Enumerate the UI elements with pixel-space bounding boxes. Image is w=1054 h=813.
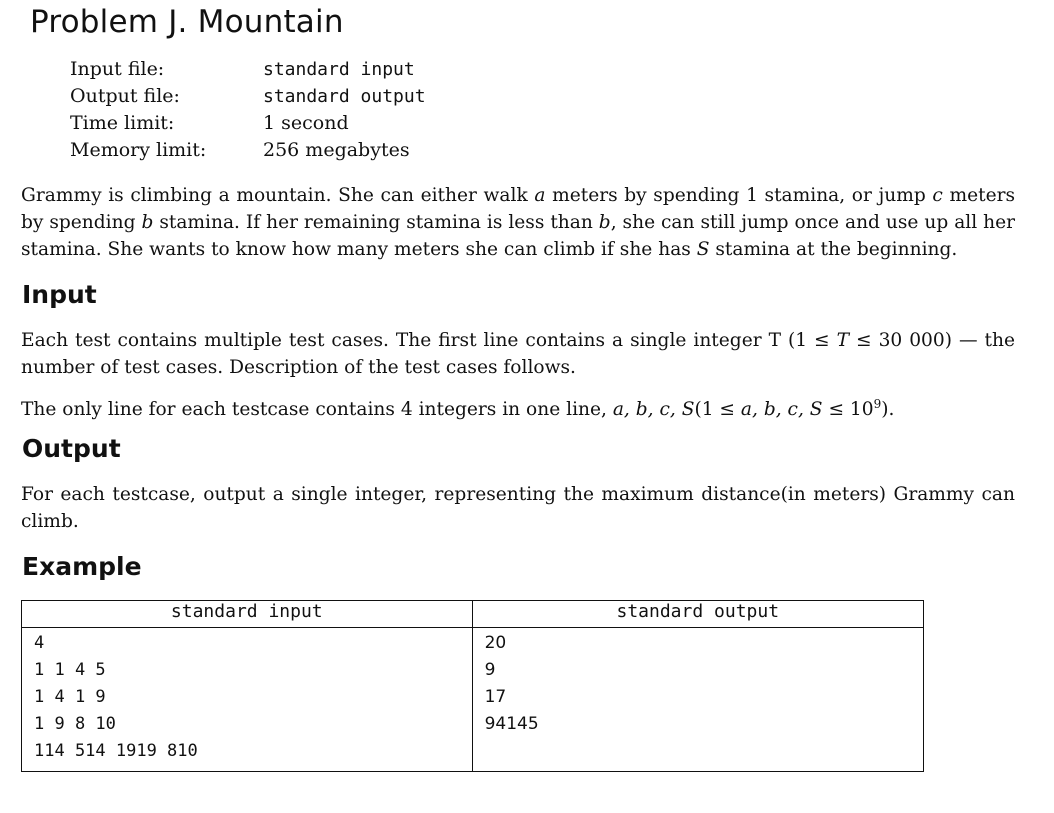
- example-output-cell: [472, 628, 923, 772]
- example-input-line: 1 9 8 10: [34, 714, 116, 734]
- output-heading: Output: [22, 434, 121, 463]
- example-output-line: 20: [484, 633, 507, 653]
- statement-paragraph: Grammy is climbing a mountain. She can either walk a meters by spending 1 stamina, or jump c meters by spending b stamina. If her remaining stamina is less than b, she can still jump once and use up all her stamina. She wants to know how many meters she can climb if she has S stamina at the beginning.: [21, 185, 1016, 260]
- limit-row: [70, 110, 426, 137]
- limit-label: Time limit:: [70, 112, 175, 134]
- example-table: [21, 600, 924, 772]
- input-paragraph-2: The only line for each testcase contains 4 integers in one line, a, b, c, S(1 ≤ a, b, c, $S \le 10^9$).: [21, 397, 895, 421]
- example-output-line: 9: [484, 660, 496, 680]
- limit-value: 256 megabytes: [263, 139, 410, 161]
- limit-row: [70, 83, 426, 110]
- example-input-line: 1 4 1 9: [34, 687, 106, 707]
- example-input-line: 1 1 4 5: [34, 660, 106, 680]
- limit-label: Memory limit:: [70, 139, 207, 161]
- input-paragraph-1: Each test contains multiple test cases. The first line contains a single integer T (1 ≤ T ≤ 30 000) — the number of test cases. Description of the test cases follows.: [21, 330, 1015, 378]
- limit-row: [70, 56, 426, 83]
- example-output-header: standard output: [472, 601, 923, 628]
- example-input-header: standard input: [22, 601, 473, 628]
- limit-value: 1 second: [263, 112, 349, 134]
- output-paragraph: For each testcase, output a single integer, representing the maximum distance(in meters) Grammy can climb.: [21, 484, 1015, 532]
- example-input-cell: [22, 628, 473, 772]
- example-input-line: 4: [34, 633, 45, 653]
- limit-value: standard input: [263, 59, 415, 80]
- example-output-line: 17: [484, 687, 507, 707]
- limit-value: standard output: [263, 86, 426, 107]
- example-heading: Example: [22, 552, 142, 581]
- example-output-line: 94145: [484, 714, 539, 734]
- limit-label: Input file:: [70, 58, 165, 80]
- problem-title: Problem J. Mountain: [30, 4, 344, 40]
- input-heading: Input: [22, 280, 97, 309]
- limit-label: Output file:: [70, 85, 180, 107]
- limit-row: [70, 137, 426, 164]
- limits-block: [70, 56, 426, 164]
- example-input-line: 114 514 1919 810: [34, 741, 198, 761]
